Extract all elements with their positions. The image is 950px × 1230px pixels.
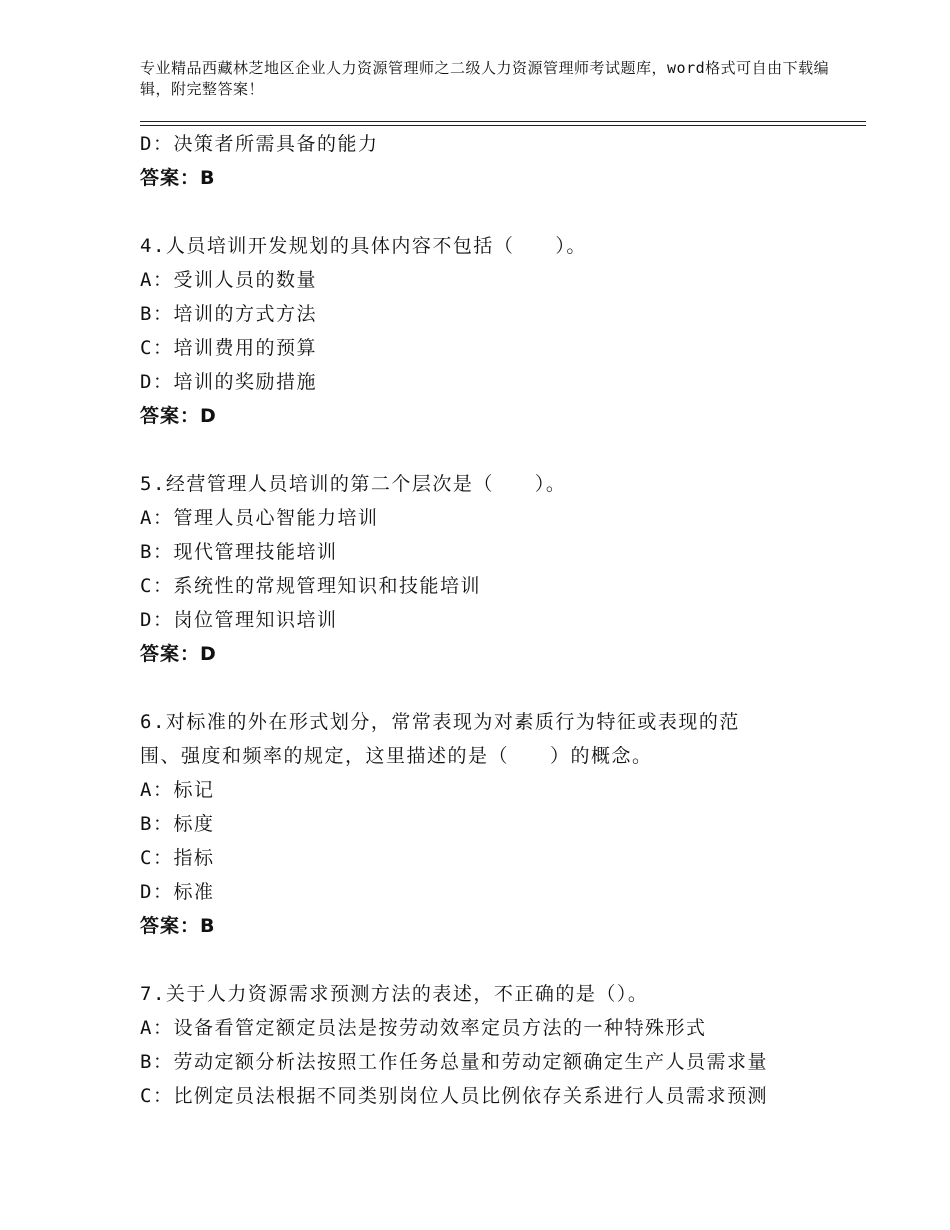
option-c: C：系统性的常规管理知识和技能培训	[140, 575, 481, 597]
spacer	[140, 671, 840, 705]
option-d: D：培训的奖励措施	[140, 371, 317, 393]
answer: 答案：D	[140, 643, 217, 665]
question-6	[140, 705, 840, 943]
question-stem: 7.关于人力资源需求预测方法的表述，不正确的是（）。	[140, 983, 649, 1005]
question-stem: 5.经营管理人员培训的第二个层次是（ ）。	[140, 473, 567, 495]
prev-answer: 答案：B	[140, 167, 216, 189]
document-header: 专业精品西藏林芝地区企业人力资源管理师之二级人力资源管理师考试题库，word格式可自由下载编辑，附完整答案！	[140, 59, 830, 98]
question-7	[140, 977, 840, 1113]
question-stem: 6.对标准的外在形式划分，常常表现为对素质行为特征或表现的范围、强度和频率的规定，这里描述的是（ ）的概念。	[140, 711, 740, 767]
option-d: D：岗位管理知识培训	[140, 609, 338, 631]
spacer	[140, 195, 840, 229]
option-d: D：标准	[140, 881, 215, 903]
option-a: A：设备看管定额定员法是按劳动效率定员方法的一种特殊形式	[140, 1017, 707, 1039]
option-a: A：管理人员心智能力培训	[140, 507, 379, 529]
option-c: C：培训费用的预算	[140, 337, 317, 359]
prev-option-d: D：决策者所需具备的能力	[140, 133, 379, 155]
option-a: A：标记	[140, 779, 215, 801]
spacer	[140, 943, 840, 977]
question-stem: 4.人员培训开发规划的具体内容不包括（ ）。	[140, 235, 587, 257]
spacer	[140, 433, 840, 467]
answer: 答案：D	[140, 405, 217, 427]
option-b: B：标度	[140, 813, 215, 835]
option-c: C：指标	[140, 847, 215, 869]
option-c: C：比例定员法根据不同类别岗位人员比例依存关系进行人员需求预测	[140, 1085, 768, 1107]
header-rule-bottom	[140, 125, 866, 126]
option-a: A：受训人员的数量	[140, 269, 317, 291]
option-b: B：现代管理技能培训	[140, 541, 338, 563]
option-b: B：培训的方式方法	[140, 303, 317, 325]
option-b: B：劳动定额分析法按照工作任务总量和劳动定额确定生产人员需求量	[140, 1051, 768, 1073]
header-rule-top	[140, 121, 866, 122]
question-list	[140, 127, 840, 1113]
answer: 答案：B	[140, 915, 216, 937]
question-4	[140, 229, 840, 433]
question-5	[140, 467, 840, 671]
